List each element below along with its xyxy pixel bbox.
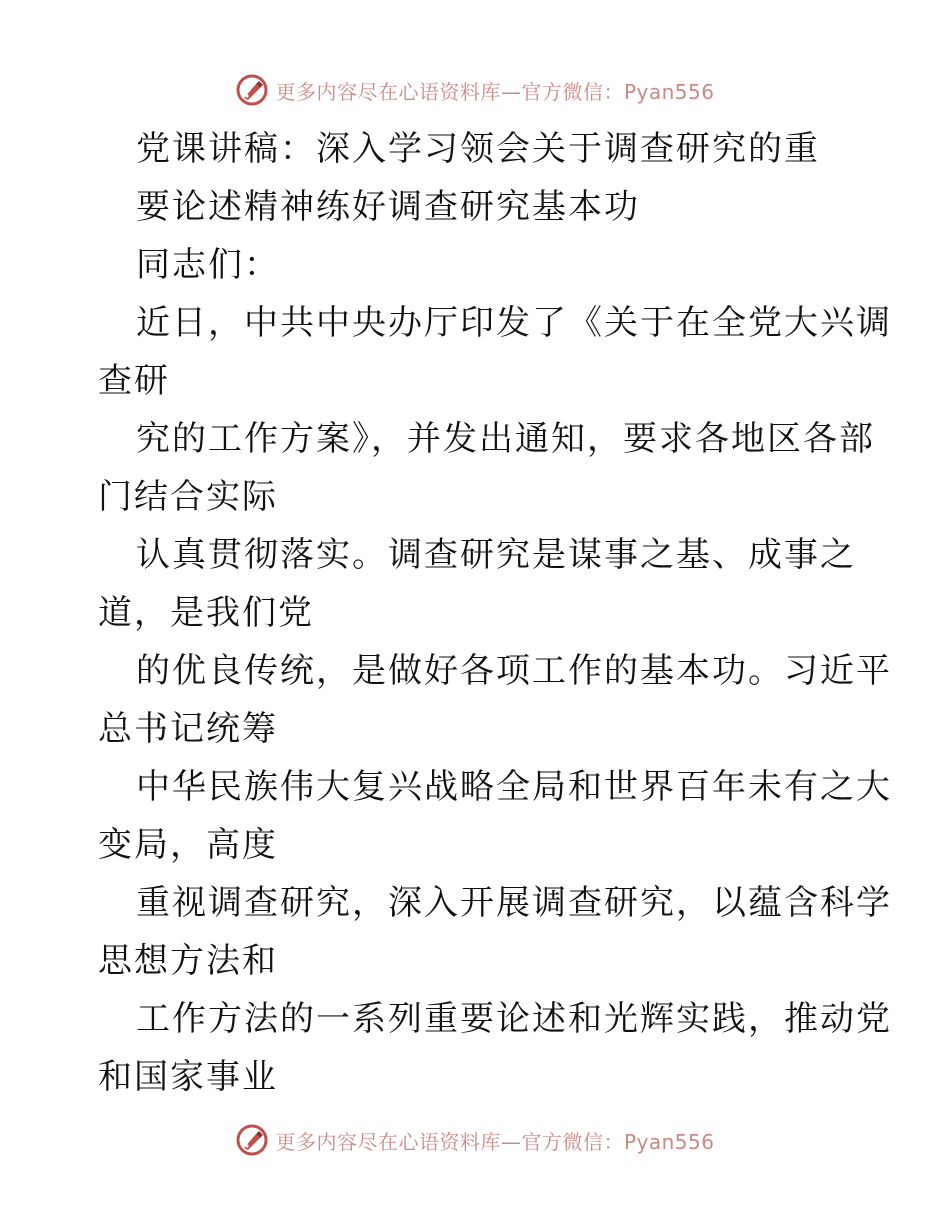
- banner-text: 更多内容尽在心语资料库—官方微信：Pyan556: [275, 1129, 715, 1154]
- paragraph-line: 究的工作方案》，并发出通知，要求各地区各部: [136, 419, 875, 459]
- paragraph-line: 变局，高度: [98, 825, 278, 865]
- paragraph-line: 门结合实际: [98, 477, 278, 517]
- title-line-1: 党课讲稿：深入学习领会关于调查研究的重: [136, 129, 820, 169]
- paragraph-line: 查研: [98, 361, 170, 401]
- paragraph-line: 道，是我们党: [98, 593, 314, 633]
- paragraph-line: 近日，中共中央办厅印发了《关于在全党大兴调: [136, 303, 892, 343]
- paragraph-line: 中华民族伟大复兴战略全局和世界百年未有之大: [136, 767, 892, 807]
- paragraph-line: 和国家事业: [98, 1057, 278, 1097]
- salutation: 同志们：: [136, 245, 280, 285]
- document-body: [98, 120, 892, 1106]
- paragraph-line: 重视调查研究，深入开展调查研究，以蕴含科学: [136, 883, 892, 923]
- paragraph-line: 思想方法和: [98, 941, 278, 981]
- title-line-2: 要论述精神练好调查研究基本功: [136, 187, 640, 227]
- paragraph-line: 总书记统筹: [98, 709, 278, 749]
- footer-banner: [0, 1120, 950, 1160]
- paragraph-line: 的优良传统，是做好各项工作的基本功。习近平: [136, 651, 892, 691]
- paragraph-line: 工作方法的一系列重要论述和光辉实践，推动党: [136, 999, 892, 1039]
- pen-nib-logo-icon: [235, 1123, 269, 1157]
- header-banner: [0, 70, 950, 110]
- pen-nib-logo-icon: [235, 73, 269, 107]
- paragraph-line: 认真贯彻落实。调查研究是谋事之基、成事之: [136, 535, 856, 575]
- banner-text: 更多内容尽在心语资料库—官方微信：Pyan556: [275, 79, 715, 104]
